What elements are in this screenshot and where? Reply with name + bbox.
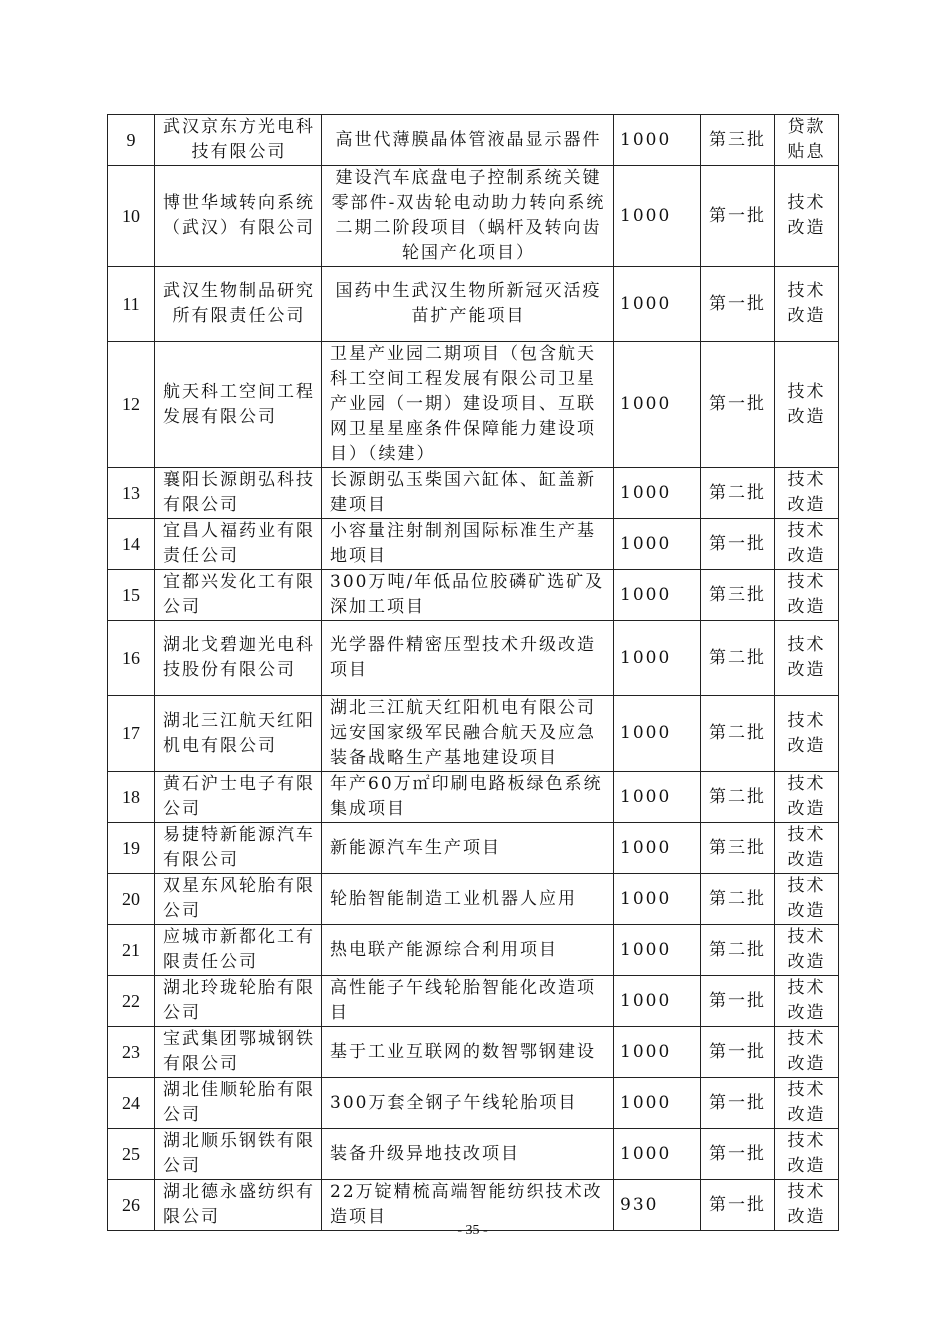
table-row <box>108 468 839 519</box>
company-name-cell: 宜都兴发化工有限公司 <box>155 570 322 621</box>
table-row <box>108 342 839 468</box>
amount-cell: 1000 <box>614 570 701 621</box>
project-name-cell: 小容量注射制剂国际标准生产基地项目 <box>322 519 614 570</box>
project-name-cell: 长源朗弘玉柴国六缸体、缸盖新建项目 <box>322 468 614 519</box>
support-type-cell: 技术改造 <box>775 823 839 874</box>
project-name-cell: 22万锭精梳高端智能纺织技术改造项目 <box>322 1180 614 1231</box>
support-type-cell: 技术改造 <box>775 772 839 823</box>
company-name-cell: 湖北佳顺轮胎有限公司 <box>155 1078 322 1129</box>
project-name-cell: 300万吨/年低品位胶磷矿选矿及深加工项目 <box>322 570 614 621</box>
project-name-cell: 光学器件精密压型技术升级改造项目 <box>322 621 614 696</box>
company-name-cell: 宜昌人福药业有限责任公司 <box>155 519 322 570</box>
company-name-cell: 航天科工空间工程发展有限公司 <box>155 342 322 468</box>
amount-cell: 1000 <box>614 823 701 874</box>
table-body <box>108 115 839 1231</box>
table-row <box>108 696 839 772</box>
table-row <box>108 1129 839 1180</box>
row-number-cell: 23 <box>108 1027 155 1078</box>
table-row <box>108 621 839 696</box>
company-name-cell: 湖北德永盛纺织有限公司 <box>155 1180 322 1231</box>
amount-cell: 1000 <box>614 976 701 1027</box>
amount-cell: 930 <box>614 1180 701 1231</box>
batch-cell: 第二批 <box>701 621 775 696</box>
project-name-cell: 国药中生武汉生物所新冠灭活疫苗扩产能项目 <box>322 267 614 342</box>
row-number-cell: 14 <box>108 519 155 570</box>
table-row <box>108 1078 839 1129</box>
support-type-cell: 技术改造 <box>775 925 839 976</box>
table-row <box>108 874 839 925</box>
table-row <box>108 267 839 342</box>
project-name-cell: 装备升级异地技改项目 <box>322 1129 614 1180</box>
project-name-cell: 湖北三江航天红阳机电有限公司远安国家级军民融合航天及应急装备战略生产基地建设项目 <box>322 696 614 772</box>
row-number-cell: 22 <box>108 976 155 1027</box>
company-name-cell: 武汉生物制品研究所有限责任公司 <box>155 267 322 342</box>
support-type-cell: 技术改造 <box>775 1180 839 1231</box>
batch-cell: 第三批 <box>701 570 775 621</box>
support-type-cell: 贷款贴息 <box>775 115 839 166</box>
support-type-cell: 技术改造 <box>775 519 839 570</box>
company-name-cell: 黄石沪士电子有限公司 <box>155 772 322 823</box>
batch-cell: 第二批 <box>701 468 775 519</box>
row-number-cell: 15 <box>108 570 155 621</box>
company-name-cell: 襄阳长源朗弘科技有限公司 <box>155 468 322 519</box>
company-name-cell: 双星东风轮胎有限公司 <box>155 874 322 925</box>
row-number-cell: 18 <box>108 772 155 823</box>
project-name-cell: 热电联产能源综合利用项目 <box>322 925 614 976</box>
table-row <box>108 519 839 570</box>
amount-cell: 1000 <box>614 342 701 468</box>
company-name-cell: 湖北玲珑轮胎有限公司 <box>155 976 322 1027</box>
page-number: - 35 - <box>457 1223 488 1238</box>
batch-cell: 第一批 <box>701 1180 775 1231</box>
company-name-cell: 易捷特新能源汽车有限公司 <box>155 823 322 874</box>
table-row <box>108 772 839 823</box>
amount-cell: 1000 <box>614 166 701 267</box>
support-type-cell: 技术改造 <box>775 342 839 468</box>
company-name-cell: 宝武集团鄂城钢铁有限公司 <box>155 1027 322 1078</box>
company-name-cell: 湖北戈碧迦光电科技股份有限公司 <box>155 621 322 696</box>
row-number-cell: 26 <box>108 1180 155 1231</box>
support-type-cell: 技术改造 <box>775 874 839 925</box>
batch-cell: 第一批 <box>701 1078 775 1129</box>
row-number-cell: 9 <box>108 115 155 166</box>
batch-cell: 第二批 <box>701 925 775 976</box>
row-number-cell: 11 <box>108 267 155 342</box>
company-name-cell: 湖北三江航天红阳机电有限公司 <box>155 696 322 772</box>
project-name-cell: 300万套全钢子午线轮胎项目 <box>322 1078 614 1129</box>
support-type-cell: 技术改造 <box>775 166 839 267</box>
amount-cell: 1000 <box>614 1129 701 1180</box>
batch-cell: 第三批 <box>701 823 775 874</box>
batch-cell: 第一批 <box>701 267 775 342</box>
support-type-cell: 技术改造 <box>775 468 839 519</box>
support-type-cell: 技术改造 <box>775 621 839 696</box>
batch-cell: 第二批 <box>701 696 775 772</box>
table-row <box>108 925 839 976</box>
batch-cell: 第三批 <box>701 115 775 166</box>
amount-cell: 1000 <box>614 468 701 519</box>
row-number-cell: 21 <box>108 925 155 976</box>
project-name-cell: 建设汽车底盘电子控制系统关键零部件-双齿轮电动助力转向系统二期二阶段项目（蜗杆及转向齿轮国产化项目） <box>322 166 614 267</box>
row-number-cell: 25 <box>108 1129 155 1180</box>
project-name-cell: 轮胎智能制造工业机器人应用 <box>322 874 614 925</box>
amount-cell: 1000 <box>614 696 701 772</box>
row-number-cell: 13 <box>108 468 155 519</box>
project-name-cell: 基于工业互联网的数智鄂钢建设 <box>322 1027 614 1078</box>
row-number-cell: 17 <box>108 696 155 772</box>
amount-cell: 1000 <box>614 267 701 342</box>
project-name-cell: 卫星产业园二期项目（包含航天科工空间工程发展有限公司卫星产业园（一期）建设项目、互联网卫星星座条件保障能力建设项目）（续建） <box>322 342 614 468</box>
row-number-cell: 12 <box>108 342 155 468</box>
table-row <box>108 166 839 267</box>
amount-cell: 1000 <box>614 772 701 823</box>
table-row <box>108 976 839 1027</box>
support-type-cell: 技术改造 <box>775 1027 839 1078</box>
company-name-cell: 武汉京东方光电科技有限公司 <box>155 115 322 166</box>
company-name-cell: 应城市新都化工有限责任公司 <box>155 925 322 976</box>
project-name-cell: 高性能子午线轮胎智能化改造项目 <box>322 976 614 1027</box>
project-name-cell: 高世代薄膜晶体管液晶显示器件 <box>322 115 614 166</box>
amount-cell: 1000 <box>614 925 701 976</box>
row-number-cell: 24 <box>108 1078 155 1129</box>
batch-cell: 第一批 <box>701 1129 775 1180</box>
project-name-cell: 新能源汽车生产项目 <box>322 823 614 874</box>
project-table <box>107 114 839 1231</box>
row-number-cell: 20 <box>108 874 155 925</box>
batch-cell: 第一批 <box>701 519 775 570</box>
batch-cell: 第二批 <box>701 874 775 925</box>
row-number-cell: 19 <box>108 823 155 874</box>
support-type-cell: 技术改造 <box>775 1078 839 1129</box>
support-type-cell: 技术改造 <box>775 696 839 772</box>
amount-cell: 1000 <box>614 1078 701 1129</box>
support-type-cell: 技术改造 <box>775 267 839 342</box>
row-number-cell: 10 <box>108 166 155 267</box>
amount-cell: 1000 <box>614 621 701 696</box>
amount-cell: 1000 <box>614 115 701 166</box>
amount-cell: 1000 <box>614 519 701 570</box>
table-row <box>108 570 839 621</box>
support-type-cell: 技术改造 <box>775 570 839 621</box>
table-row <box>108 115 839 166</box>
table-row <box>108 823 839 874</box>
batch-cell: 第二批 <box>701 772 775 823</box>
table-row <box>108 1027 839 1078</box>
batch-cell: 第一批 <box>701 1027 775 1078</box>
amount-cell: 1000 <box>614 1027 701 1078</box>
batch-cell: 第一批 <box>701 166 775 267</box>
amount-cell: 1000 <box>614 874 701 925</box>
batch-cell: 第一批 <box>701 342 775 468</box>
support-type-cell: 技术改造 <box>775 976 839 1027</box>
company-name-cell: 博世华域转向系统（武汉）有限公司 <box>155 166 322 267</box>
company-name-cell: 湖北顺乐钢铁有限公司 <box>155 1129 322 1180</box>
row-number-cell: 16 <box>108 621 155 696</box>
project-name-cell: 年产60万㎡印刷电路板绿色系统集成项目 <box>322 772 614 823</box>
support-type-cell: 技术改造 <box>775 1129 839 1180</box>
batch-cell: 第一批 <box>701 976 775 1027</box>
